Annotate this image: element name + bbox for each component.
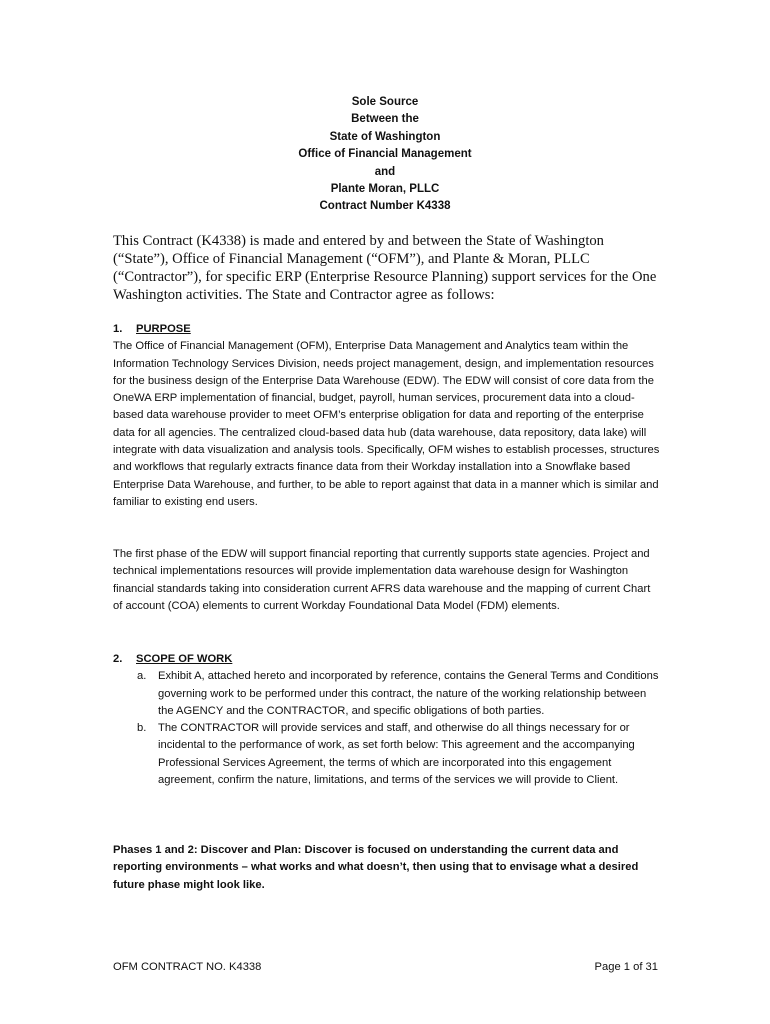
section-number: 2. [113,653,123,665]
list-marker: a. [137,670,147,683]
section-scope-of-work [113,651,661,789]
section-purpose [113,321,661,511]
section-heading [113,651,661,668]
list-marker: b. [137,722,147,735]
list-item-text: Exhibit A, attached hereto and incorporated by reference, contains the General Terms and Conditions governing work to be performed under this contract, the nature of the working relationship between the AGENCY and the CONTRACTOR, and specific obligations of both parties. [158,670,659,717]
footer-contract-number: OFM CONTRACT NO. K4338 [113,961,262,973]
list-item [113,668,661,720]
header-line-state: State of Washington [329,130,441,143]
phases-paragraph: Phases 1 and 2: Discover and Plan: Discover is focused on understanding the current data and reporting environments – what works and what doesn’t, then using that to envisage what a desired future phase might look like. [113,844,639,891]
header-line-contractor: Plante Moran, PLLC [330,183,440,196]
section-title: PURPOSE [136,323,191,335]
header-line-contract-number: Contract Number K4338 [319,200,451,213]
header-line-and: and [374,165,396,178]
section-heading [113,321,661,338]
section-title: SCOPE OF WORK [136,653,233,665]
edw-phase-paragraph: The first phase of the EDW will support financial reporting that currently supports state agencies. Project and technical implementations resources will provide implementation data warehouse design for Washington financial standards taking into consideration current AFRS data warehouse and the mapping of current Chart of account (COA) elements to current Workday Foundational Data Model (FDM) elements. [113,548,651,612]
section-number: 1. [113,323,123,335]
header-line-sole-source: Sole Source [351,96,419,108]
contract-header [0,94,770,216]
purpose-paragraph: The Office of Financial Management (OFM), Enterprise Data Management and Analytics team within the Information Technology Services Division, needs project management, design, and implementation resources for the business design of the Enterprise Data Warehouse (EDW). The EDW will consist of core data from the OneWA ERP implementation of financial, budget, payroll, human services, procurement data into a cloud-based data warehouse provider to meet OFM’s enterprise obligation for data and reporting of the enterprise data for all agencies. The centralized cloud-based data hub (data warehouse, data repository, data lake) will integrate with data visualization and analysis tools. Specifically, OFM wishes to establish processes, structures and workflows that regularly extracts finance data from their Workday installation into a Snowflake based Enterprise Data Warehouse, and further, to be able to report against that data in a manner which is similar and familiar to existing end users. [113,340,660,508]
intro-paragraph: This Contract (K4338) is made and entered by and between the State of Washington (“State”), Office of Financial Management (“OFM”), and Plante & Moran, PLLC (“Contractor”), for specific ERP (Enterprise Resource Planning) support services for the One Washington activities. The State and Contractor agree as follows: [113,233,657,303]
list-item [113,720,661,789]
header-line-between: Between the [351,113,419,126]
footer-page-number: Page 1 of 31 [594,961,658,973]
header-line-ofm: Office of Financial Management [298,148,472,161]
list-item-text: The CONTRACTOR will provide services and staff, and otherwise do all things necessary for or incidental to the performance of work, as set forth below: This agreement and the accompanying Professional Services Agreement, the terms of which are incorporated into this engagement agreement, confirm the nature, limitations, and terms of the services we will provide to Client. [158,722,635,787]
